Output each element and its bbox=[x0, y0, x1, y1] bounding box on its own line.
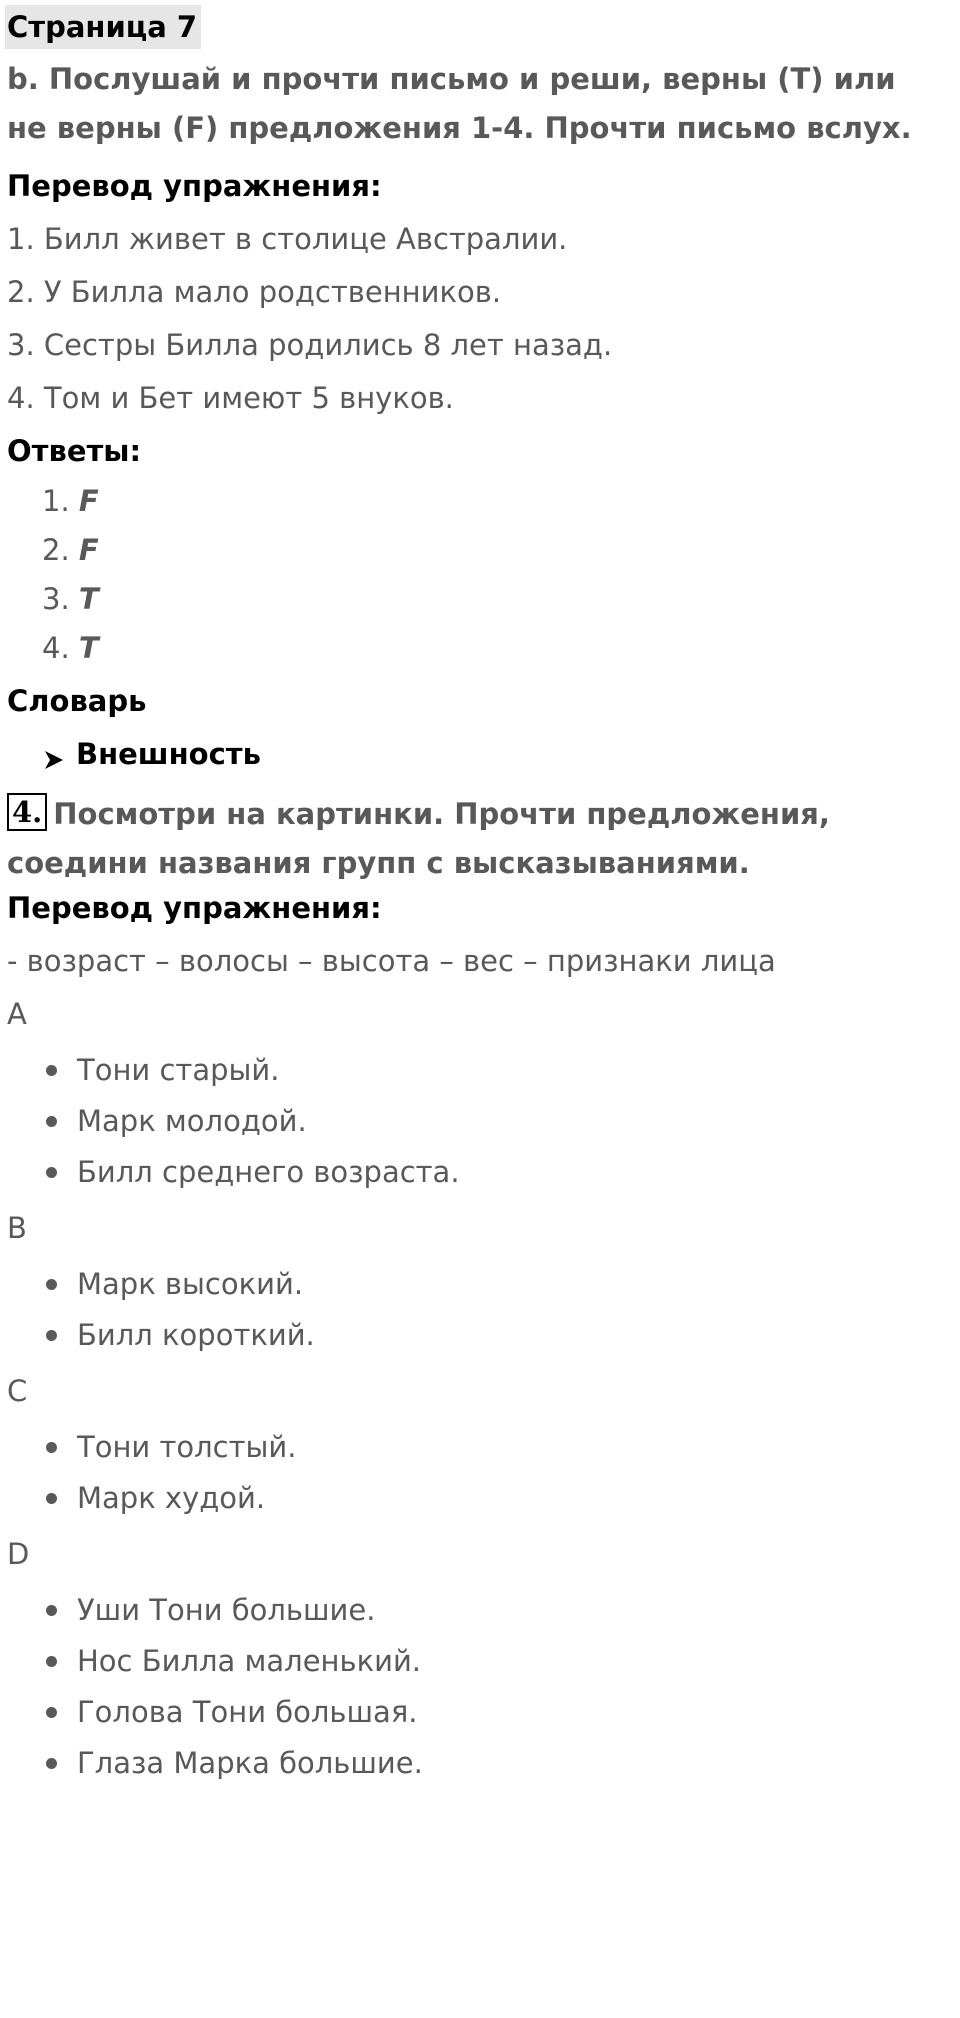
answer-value: T bbox=[78, 631, 99, 665]
answer-item bbox=[42, 575, 960, 624]
group-c-list bbox=[7, 1422, 960, 1524]
task-b-instruction: b. Послушай и прочти письмо и реши, верны (T) или не верны (F) предложения 1-4. Прочти письмо вслух. bbox=[7, 62, 912, 145]
task-4-instruction bbox=[7, 790, 947, 888]
answer-value: F bbox=[78, 484, 99, 518]
list-item bbox=[42, 1687, 960, 1738]
groups-line: - возраст – волосы – высота – вес – признаки лица bbox=[7, 944, 776, 978]
answer-number: 1. bbox=[42, 484, 70, 518]
list-item-text: Тони старый. bbox=[77, 1053, 280, 1087]
group-d-list bbox=[7, 1585, 960, 1789]
list-item-text: Голова Тони большая. bbox=[77, 1695, 418, 1729]
group-a-list bbox=[7, 1045, 960, 1198]
list-item-text: Билл среднего возраста. bbox=[77, 1155, 460, 1189]
bullet-dot-icon bbox=[46, 1442, 57, 1453]
list-item bbox=[42, 1473, 960, 1524]
vocab-item-label: Внешность bbox=[76, 737, 261, 771]
answer-number: 2. bbox=[42, 533, 70, 567]
answer-item bbox=[42, 526, 960, 575]
list-item-text: Глаза Марка большие. bbox=[77, 1746, 423, 1780]
task-4-text: Посмотри на картинки. Прочти предложения, соедини названия групп с высказываниями. bbox=[7, 797, 830, 880]
bullet-dot-icon bbox=[46, 1330, 57, 1341]
list-item bbox=[42, 1096, 960, 1147]
answer-number: 3. bbox=[42, 582, 70, 616]
sentence-3: 3. Сестры Билла родились 8 лет назад. bbox=[7, 328, 613, 362]
list-item bbox=[42, 1636, 960, 1687]
vocab-heading: Словарь bbox=[7, 684, 147, 718]
group-b-list bbox=[7, 1259, 960, 1361]
list-item-text: Марк молодой. bbox=[77, 1104, 307, 1138]
sentence-4: 4. Том и Бет имеют 5 внуков. bbox=[7, 381, 454, 415]
answer-number: 4. bbox=[42, 631, 70, 665]
list-item bbox=[42, 1259, 960, 1310]
answers-list bbox=[7, 477, 960, 673]
bullet-dot-icon bbox=[46, 1167, 57, 1178]
list-item bbox=[42, 1738, 960, 1789]
bullet-dot-icon bbox=[46, 1656, 57, 1667]
group-letter-b: B bbox=[7, 1211, 27, 1245]
list-item-text: Билл короткий. bbox=[77, 1318, 315, 1352]
list-item bbox=[42, 1045, 960, 1096]
translation-heading: Перевод упражнения: bbox=[7, 891, 382, 925]
answer-value: T bbox=[78, 582, 99, 616]
sentence-2: 2. У Билла мало родственников. bbox=[7, 275, 502, 309]
group-letter-d: D bbox=[7, 1537, 30, 1571]
list-item bbox=[42, 1147, 960, 1198]
vocab-item bbox=[7, 734, 960, 774]
list-item bbox=[42, 1585, 960, 1636]
list-item-text: Марк высокий. bbox=[77, 1267, 304, 1301]
bullet-dot-icon bbox=[46, 1493, 57, 1504]
bullet-dot-icon bbox=[46, 1605, 57, 1616]
list-item bbox=[42, 1310, 960, 1361]
answer-value: F bbox=[78, 533, 99, 567]
bullet-dot-icon bbox=[46, 1279, 57, 1290]
list-item-text: Уши Тони большие. bbox=[77, 1593, 376, 1627]
task-number-box: 4. bbox=[7, 793, 47, 831]
list-item-text: Тони толстый. bbox=[77, 1430, 297, 1464]
page-title: Страница 7 bbox=[5, 5, 201, 49]
answers-heading: Ответы: bbox=[7, 434, 142, 468]
list-item bbox=[42, 1422, 960, 1473]
list-item-text: Марк худой. bbox=[77, 1481, 266, 1515]
group-letter-a: A bbox=[7, 997, 27, 1031]
sentence-1: 1. Билл живет в столице Австралии. bbox=[7, 222, 568, 256]
list-item-text: Нос Билла маленький. bbox=[77, 1644, 422, 1678]
group-letter-c: C bbox=[7, 1374, 28, 1408]
bullet-dot-icon bbox=[46, 1116, 57, 1127]
answer-item bbox=[42, 624, 960, 673]
bullet-dot-icon bbox=[46, 1707, 57, 1718]
arrowhead-bullet-icon bbox=[42, 742, 66, 766]
answer-item bbox=[42, 477, 960, 526]
bullet-dot-icon bbox=[46, 1758, 57, 1769]
translation-heading: Перевод упражнения: bbox=[7, 169, 382, 203]
bullet-dot-icon bbox=[46, 1065, 57, 1076]
